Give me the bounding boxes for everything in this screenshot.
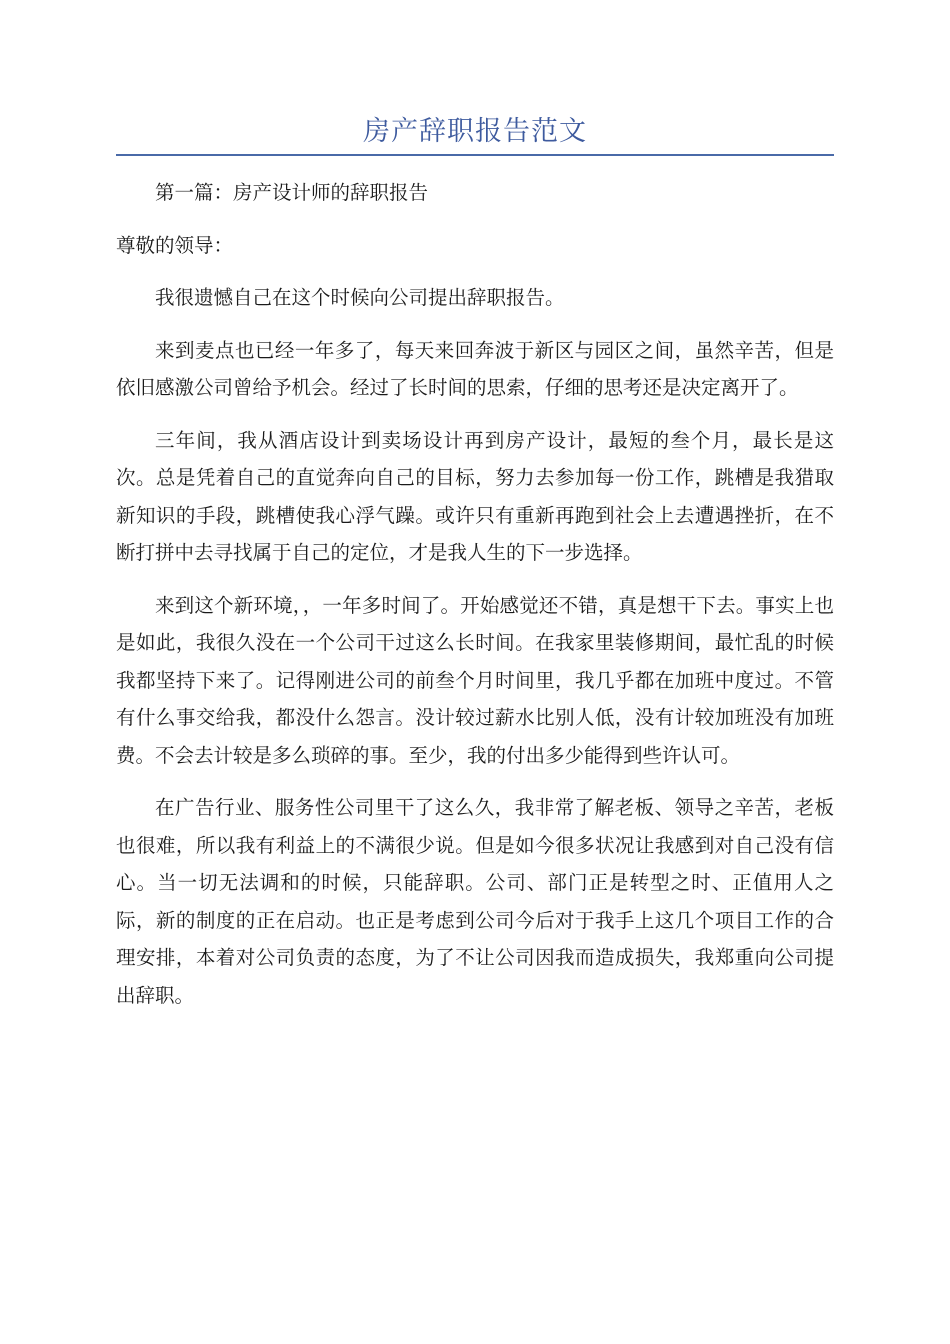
paragraph: 来到这个新环境，，一年多时间了。开始感觉还不错，真是想干下去。事实上也是如此，我很久没在一个公司干过这么长时间。在我家里装修期间，最忙乱的时候我都坚持下来了。记得刚进公司的前叁个月时间里，我几乎都在加班中度过。不管有什么事交给我，都没什么怨言。没计较过薪水比别人低，没有计较加班没有加班费。不会去计较是多么琐碎的事。至少，我的付出多少能得到些许认可。 (116, 593, 834, 767)
document-body (116, 174, 834, 1029)
paragraph: 三年间，我从酒店设计到卖场设计再到房产设计，最短的叁个月，最长是这次。总是凭着自己的直觉奔向自己的目标，努力去参加每一份工作，跳槽是我猎取新知识的手段，跳槽使我心浮气躁。或许只有重新再跑到社会上去遭遇挫折，在不断打拼中去寻找属于自己的定位，才是我人生的下一步选择。 (116, 428, 834, 564)
paragraph: 来到麦点也已经一年多了，每天来回奔波于新区与园区之间，虽然辛苦，但是依旧感激公司曾给予机会。经过了长时间的思索，仔细的思考还是决定离开了。 (116, 338, 834, 399)
salutation: 尊敬的领导： (116, 233, 234, 257)
title-underline (116, 154, 834, 156)
document-title: 房产辞职报告范文 (363, 116, 587, 147)
section-heading: 第一篇：房产设计师的辞职报告 (155, 181, 429, 204)
paragraph: 我很遗憾自己在这个时候向公司提出辞职报告。 (155, 286, 565, 309)
paragraph: 在广告行业、服务性公司里干了这么久，我非常了解老板、领导之辛苦，老板也很难，所以我有利益上的不满很少说。但是如今很多状况让我感到对自己没有信心。当一切无法调和的时候，只能辞职。公司、部门正是转型之时、正值用人之际，新的制度的正在启动。也正是考虑到公司今后对于我手上这几个项目工作的合理安排，本着对公司负责的态度，为了不让公司因我而造成损失，我郑重向公司提出辞职。 (116, 796, 834, 1007)
